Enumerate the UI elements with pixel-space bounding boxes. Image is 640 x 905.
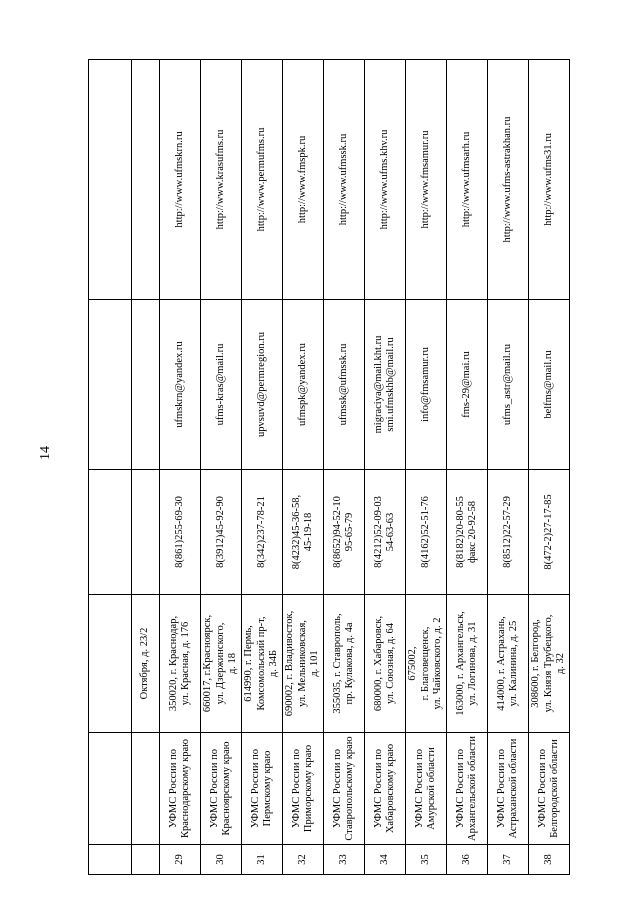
address-cell: 355035, г. Ставрополь, пр. Кулакова, д. 4а <box>324 595 365 733</box>
phone-cell: 8(861)255-69-30 <box>160 470 201 595</box>
website-cell: http://www.ufmssk.ru <box>324 60 365 300</box>
page-number: 14 <box>38 446 53 460</box>
table-row <box>283 60 324 875</box>
website-cell: http://www.ufms31.ru <box>529 60 570 300</box>
organization-cell: УФМС России по Красноярскому краю <box>201 733 242 845</box>
address-cell: Октября, д. 23/2 <box>132 595 160 733</box>
phone-cell: 8(8652)94-52-10 95-65-79 <box>324 470 365 595</box>
table-row <box>365 60 406 875</box>
phone-cell: 8(8182)20-80-55 факс 20-92-58 <box>447 470 488 595</box>
address-cell: 680000, г. Хабаровск, ул. Союзная, д. 64 <box>365 595 406 733</box>
website-cell: http://www.fmspk.ru <box>283 60 324 300</box>
phone-cell: 8(8512)22-57-29 <box>488 470 529 595</box>
website-cell: http://www.ufms.khv.ru <box>365 60 406 300</box>
email-cell: info@fmsamur.ru <box>406 300 447 470</box>
address-cell: 163000, г. Архангельск, ул. Логинова, д. 31 <box>447 595 488 733</box>
contacts-table <box>88 59 570 875</box>
address-cell: 308600, г. Белгород, ул. Князя Трубецкого, д. 32 <box>529 595 570 733</box>
website-cell: http://www.permufms.ru <box>242 60 283 300</box>
email-cell: upvsuvd@permregion.ru <box>242 300 283 470</box>
website-cell: http://www.fmsamur.ru <box>406 60 447 300</box>
table-row <box>529 60 570 875</box>
organization-cell: УФМС России по Краснодарскому краю <box>160 733 201 845</box>
phone-cell <box>132 470 160 595</box>
address-cell: 690002, г. Владивосток, ул. Мельниковская, д. 101 <box>283 595 324 733</box>
table-header-row <box>89 60 132 875</box>
address-cell: 675002, г. Благовещенск, ул. Чайковского, д. 2 <box>406 595 447 733</box>
email-cell <box>132 300 160 470</box>
header-address-cell <box>89 595 132 733</box>
email-cell: ufms_astr@mail.ru <box>488 300 529 470</box>
number-cell: 34 <box>365 845 406 875</box>
header-phone-cell <box>89 470 132 595</box>
email-cell: ufmskrn@yandex.ru <box>160 300 201 470</box>
phone-cell: 8(3912)45-92-90 <box>201 470 242 595</box>
number-cell: 37 <box>488 845 529 875</box>
table-row <box>201 60 242 875</box>
organization-cell: УФМС России по Белгородской области <box>529 733 570 845</box>
organization-cell: УФМС России по Астраханской области <box>488 733 529 845</box>
address-cell: 414000, г. Астрахань, ул. Калинина, д. 25 <box>488 595 529 733</box>
phone-cell: 8(342)237-78-21 <box>242 470 283 595</box>
website-cell: http://www.ufms-astrakhan.ru <box>488 60 529 300</box>
address-cell: 614990, г. Пермь, Комсомольский пр-т, д. 34Б <box>242 595 283 733</box>
address-cell: 350020, г. Краснодар, ул. Красная, д. 176 <box>160 595 201 733</box>
header-website-cell <box>89 60 132 300</box>
number-cell <box>132 845 160 875</box>
table-row <box>242 60 283 875</box>
email-cell: migraciya@mail.kht.ru smi.ufmskhb@mail.ru <box>365 300 406 470</box>
organization-cell: УФМС России по Хабаровскому краю <box>365 733 406 845</box>
table-row <box>324 60 365 875</box>
organization-cell: УФМС России по Приморскому краю <box>283 733 324 845</box>
phone-cell: 8(4212)52-09-03 54-63-63 <box>365 470 406 595</box>
organization-cell: УФМС России по Ставропольскому краю <box>324 733 365 845</box>
email-cell: ufmspk@yandex.ru <box>283 300 324 470</box>
number-cell: 33 <box>324 845 365 875</box>
table-rotator <box>88 60 567 875</box>
website-cell <box>132 60 160 300</box>
organization-cell: УФМС России по Архангельской области <box>447 733 488 845</box>
continuation-row <box>132 60 160 875</box>
table-row <box>447 60 488 875</box>
number-cell: 29 <box>160 845 201 875</box>
table-row <box>160 60 201 875</box>
number-cell: 36 <box>447 845 488 875</box>
organization-cell: УФМС России по Пермскому краю <box>242 733 283 845</box>
header-number-cell <box>89 845 132 875</box>
phone-cell: 8(4162)52-51-76 <box>406 470 447 595</box>
table-body <box>89 60 570 875</box>
table-row <box>406 60 447 875</box>
number-cell: 31 <box>242 845 283 875</box>
header-email-cell <box>89 300 132 470</box>
number-cell: 35 <box>406 845 447 875</box>
table-row <box>488 60 529 875</box>
website-cell: http://www.krasufms.ru <box>201 60 242 300</box>
address-cell: 660017, г.Красноярск, ул. Дзержинского, д. 18 <box>201 595 242 733</box>
organization-cell <box>132 733 160 845</box>
email-cell: ufmssk@ufmssk.ru <box>324 300 365 470</box>
website-cell: http://www.ufmskrn.ru <box>160 60 201 300</box>
email-cell: ufms-kras@mail.ru <box>201 300 242 470</box>
header-organization-cell <box>89 733 132 845</box>
website-cell: http://www.ufmsarh.ru <box>447 60 488 300</box>
number-cell: 38 <box>529 845 570 875</box>
number-cell: 30 <box>201 845 242 875</box>
phone-cell: 8(4232)45-36-58, 45-19-18 <box>283 470 324 595</box>
email-cell: fms-29@mai.ru <box>447 300 488 470</box>
phone-cell: 8(472-2)27-17-85 <box>529 470 570 595</box>
organization-cell: УФМС России по Амурской области <box>406 733 447 845</box>
number-cell: 32 <box>283 845 324 875</box>
email-cell: belfms@mail.ru <box>529 300 570 470</box>
